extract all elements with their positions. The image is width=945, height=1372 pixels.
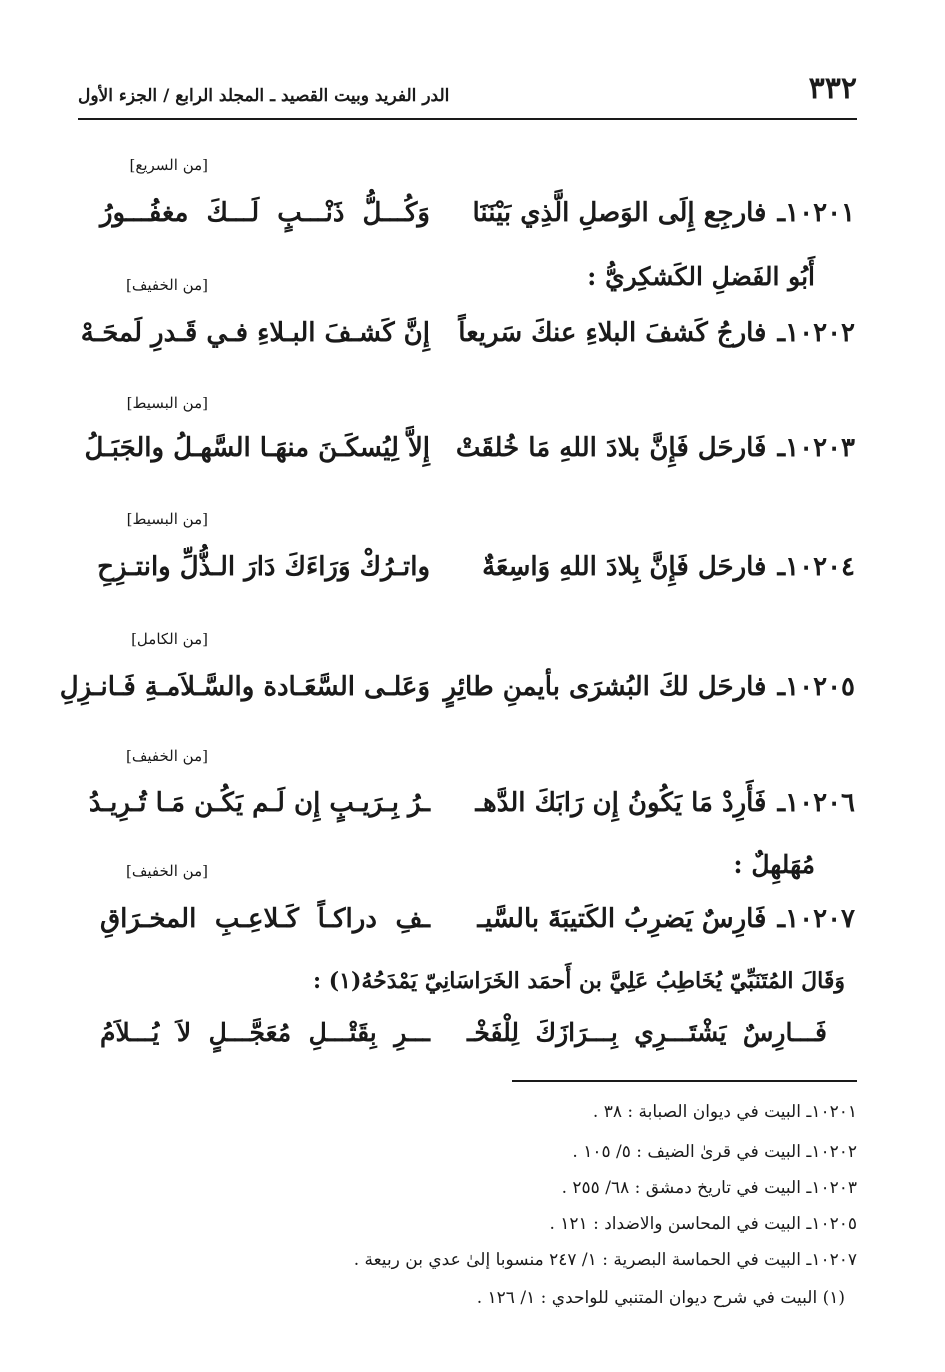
- verse-10202: [80, 318, 855, 364]
- verse-10201: [100, 198, 855, 244]
- verse-number: ١٠٢٠٥ـ: [777, 672, 855, 702]
- meter-label: [من البسيط]: [126, 394, 208, 412]
- verse-10206: [88, 788, 855, 834]
- verse-number: ١٠٢٠١ـ: [777, 198, 855, 228]
- verse-10204: [97, 552, 855, 598]
- verse-first-hemistich: ١٠٢٠٥ـ فارحَل لكَ البُشرَى بأيمنِ طائِرٍ: [443, 672, 855, 702]
- meter-label: [من الخفيف]: [126, 276, 208, 294]
- footnote-rule: [512, 1080, 857, 1082]
- page-header: [78, 62, 857, 106]
- verse-second-hemistich: ـفِ دراكـاً كَـلاعِـبِ المخـرَاقِ: [100, 904, 430, 934]
- verse-number: ١٠٢٠٢ـ: [777, 318, 855, 348]
- quote-first-hemistich: فَـــارِسٌ يَشْتَـــرِي بِـــرَازَكَ لِلْفَخْـ: [467, 1018, 827, 1047]
- footnote: ١٠٢٠٧ـ البيت في الحماسة البصرية : ١/ ٢٤٧ منسوبا إلىٰ عدي بن ربيعة .: [353, 1250, 857, 1270]
- footnote: ١٠٢٠٢ـ البيت في قرىٰ الضيف : ٥/ ١٠٥ .: [572, 1142, 857, 1162]
- quoted-verse: [100, 1018, 827, 1064]
- verse-second-hemistich: واتـرُكْ وَرَاءَكَ دَارَ الـذُّلِّ وانتـزِحِ: [97, 552, 430, 582]
- poet-name: مُهَلهِلٌ :: [733, 850, 815, 879]
- verse-second-hemistich: ـرُ بِـرَيـبٍ إِن لَـم يَكُـن مَـا تُـرِيـدُ: [88, 788, 430, 818]
- verse-10205: [59, 672, 855, 718]
- footnote: ١٠٢٠٣ـ البيت في تاريخ دمشق : ٦٨/ ٢٥٥ .: [561, 1178, 857, 1198]
- poet-name: أَبُو الفَضلِ الكَشكِريُّ :: [587, 262, 815, 291]
- meter-label: [من الخفيف]: [126, 862, 208, 880]
- page-number: ٣٣٢: [808, 71, 857, 106]
- verse-number: ١٠٢٠٣ـ: [777, 433, 855, 463]
- verse-first-hemistich: ١٠٢٠٢ـ فارجُ كَشفَ البلاءِ عنكَ سَريعاً: [458, 318, 855, 348]
- footnote: (١) البيت في شرح ديوان المتنبي للواحدي : ١/ ١٢٦ .: [476, 1288, 845, 1308]
- verse-first-hemistich: ١٠٢٠٧ـ فَارِسٌ يَضرِبُ الكَتيبَةَ بالسَّيـ: [477, 904, 855, 934]
- verse-second-hemistich: وَكُـــلُّ ذَنْـــبٍ لَـــكَ مغفُـــورُ: [100, 198, 430, 228]
- verse-first-hemistich: ١٠٢٠٦ـ فَأَرِدْ مَا يَكُونُ إِن رَابَكَ الدَّهـ: [475, 788, 855, 818]
- verse-second-hemistich: وَعَلـى السَّعَـادة والسَّـلاَمـةِ فَـانـزِلِ: [59, 672, 430, 702]
- quote-second-hemistich: ـــرِ بِقَتْـــلِ مُعَجَّـــلٍ لاَ يُـــلاَمُ: [100, 1018, 430, 1047]
- footnote: ١٠٢٠٥ـ البيت في المحاسن والاضداد : ١٢١ .: [549, 1214, 857, 1234]
- verse-first-hemistich: ١٠٢٠٤ـ فارحَل فَإِنَّ بِلادَ اللهِ وَاسِعَةٌ: [482, 552, 855, 582]
- verse-number: ١٠٢٠٧ـ: [777, 904, 855, 934]
- prose-introduction: وَقَالَ المُتَنَبِّيّ يُخَاطِبُ عَلِيَّ بن أَحمَد الخَرَاسَانِيّ يَمْدَحُهُ(١) :: [312, 968, 845, 994]
- verse-10207: [100, 904, 855, 950]
- verse-second-hemistich: إِلاَّ لِيُسكَـنَ منهَـا السَّهـلُ والجَبَـلُ: [84, 433, 430, 463]
- verse-second-hemistich: إِنَّ كَشـفَ البـلاءِ فـي قَـدرِ لَمحَـهْ: [80, 318, 430, 348]
- meter-label: [من الخفيف]: [126, 747, 208, 765]
- verse-10203: [84, 433, 855, 479]
- header-rule: [78, 118, 857, 120]
- running-title: الدر الفريد وبيت القصيد ـ المجلد الرابع / الجزء الأول: [78, 86, 450, 106]
- meter-label: [من الكامل]: [131, 630, 208, 648]
- meter-label: [من البسيط]: [126, 510, 208, 528]
- verse-first-hemistich: ١٠٢٠٣ـ فَارحَل فَإِنَّ بلادَ اللهِ مَا خُلقَتْ: [455, 433, 855, 463]
- verse-number: ١٠٢٠٦ـ: [777, 788, 855, 818]
- verse-number: ١٠٢٠٤ـ: [777, 552, 855, 582]
- verse-first-hemistich: ١٠٢٠١ـ فارجِع إِلَى الوَصلِ الَّذِي بَيْنَنَا: [472, 198, 855, 228]
- footnote: ١٠٢٠١ـ البيت في ديوان الصبابة : ٣٨ .: [592, 1102, 857, 1122]
- meter-label: [من السريع]: [129, 156, 208, 174]
